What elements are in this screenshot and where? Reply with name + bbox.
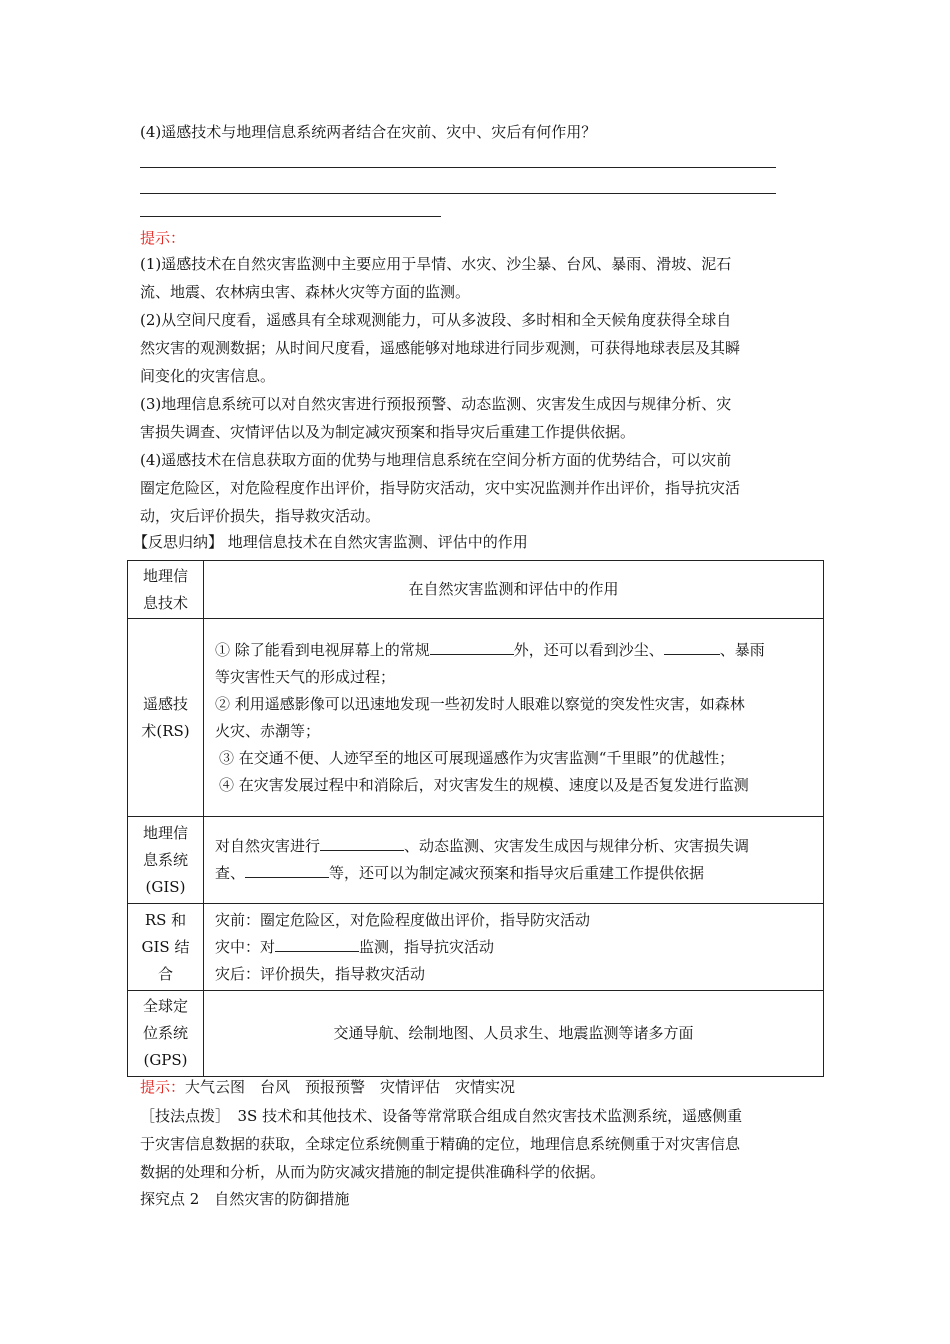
rs-tech-cell: [128, 619, 204, 817]
table-header-row: [128, 561, 824, 619]
answer-text: 大气云图 台风 预报预警 灾情评估 灾情实况: [185, 1078, 516, 1096]
table-row-gis: [128, 817, 824, 904]
gps-tech-text: (GPS): [143, 1051, 188, 1069]
gis-role-line: 查、 等，还可以为制定减灾预案和指导灾后重建工作提供依据: [215, 860, 823, 887]
rs-role-line: ② 利用遥感影像可以迅速地发现一些初发时人眼难以察觉的突发性灾害，如森林: [215, 694, 745, 713]
hint-line: 然灾害的观测数据；从时间尺度看，遥感能够对地球进行同步观测，可获得地球表层及其瞬: [140, 339, 741, 357]
answer-row: [140, 1077, 515, 1097]
gis-role-cell: [204, 817, 824, 904]
tips-line: ［技法点拨］ 3S 技术和其他技术、设备等常常联合组成自然灾害技术监测系统，遥感侧重: [140, 1107, 743, 1125]
rsgis-tech-text: 合: [157, 964, 173, 983]
gps-tech-cell: [128, 991, 204, 1077]
hint-line: 圈定危险区，对危险程度作出评价，指导防灾活动，灾中实况监测并作出评价，指导抗灾活: [140, 479, 741, 497]
rsgis-role-cell: [204, 904, 824, 991]
rsgis-tech-cell: [128, 904, 204, 991]
hint-line: 流、地震、农林病虫害、森林火灾等方面的监测。: [140, 283, 471, 301]
next-section-heading: 探究点 2 自然灾害的防御措施: [140, 1190, 350, 1208]
gis-role-line: 对自然灾害进行 、动态监测、灾害发生成因与规律分析、灾害损失调: [215, 833, 823, 860]
fill-blank: [430, 637, 514, 655]
hint-line: 害损失调查、灾情评估以及为制定减灾预案和指导灾后重建工作提供依据。: [140, 423, 636, 441]
gis-tech-cell: [128, 817, 204, 904]
rsgis-tech-text: RS 和: [144, 910, 187, 929]
tips-line: 数据的处理和分析，从而为防灾减灾措施的制定提供准确科学的依据。: [140, 1163, 606, 1181]
header-tech-text: 地理信: [142, 566, 188, 585]
tips-line: 于灾害信息数据的获取，全球定位系统侧重于精确的定位，地理信息系统侧重于对灾害信息: [140, 1135, 741, 1153]
answer-line: [140, 167, 776, 168]
question-4: (4)遥感技术与地理信息系统两者结合在灾前、灾中、灾后有何作用？: [140, 123, 597, 141]
hint-line: 动，灾后评价损失，指导救灾活动。: [140, 507, 381, 525]
header-tech-text: 息技术: [142, 593, 188, 612]
hint-line: (3)地理信息系统可以对自然灾害进行预报预警、动态监测、灾害发生成因与规律分析、灾: [140, 395, 732, 413]
gis-tech-text: 地理信: [142, 823, 188, 842]
rs-role-line: 火灾、赤潮等；: [215, 721, 321, 740]
rsgis-role-line: 灾前：圈定危险区，对危险程度做出评价，指导防灾活动: [215, 910, 591, 929]
fill-blank: [664, 637, 720, 655]
fill-blank: [245, 860, 329, 878]
gis-tech-text: (GIS): [145, 877, 186, 896]
fill-blank: [320, 833, 404, 851]
rsgis-tech-text: GIS 结: [141, 937, 190, 956]
hint-line: (2)从空间尺度看，遥感具有全球观测能力，可从多波段、多时相和全天候角度获得全球自: [140, 311, 732, 329]
gps-tech-text: 位系统: [142, 1024, 188, 1042]
gps-role-cell: 交通导航、绘制地图、人员求生、地震监测等诸多方面: [204, 991, 824, 1077]
rs-role-line: ① 除了能看到电视屏幕上的常规 外，还可以看到沙尘、 、暴雨: [215, 637, 823, 664]
rsgis-role-line: 灾中：对 监测，指导抗灾活动: [215, 934, 823, 961]
rsgis-role-line: 灾后：评价损失，指导救灾活动: [215, 964, 426, 983]
rs-tech-text: 术(RS): [141, 721, 190, 740]
hint-line: (1)遥感技术在自然灾害监测中主要应用于旱情、水灾、沙尘暴、台风、暴雨、滑坡、泥石: [140, 255, 732, 273]
rs-role-line: 等灾害性天气的形成过程；: [215, 667, 396, 686]
table-row-gps: [128, 991, 824, 1077]
gps-tech-text: 全球定: [142, 997, 188, 1015]
fill-blank: [275, 934, 359, 952]
reflection-title: 【反思归纳】 地理信息技术在自然灾害监测、评估中的作用: [133, 533, 528, 551]
answer-label: 提示：: [140, 1078, 186, 1096]
rs-role-line: ④ 在灾害发展过程中和消除后，对灾害发生的规模、速度以及是否复发进行监测: [219, 775, 749, 794]
table-row-rs-gis: [128, 904, 824, 991]
answer-line: [140, 193, 776, 194]
header-tech-cell: [128, 561, 204, 619]
hint-label: 提示：: [140, 229, 186, 247]
hint-line: (4)遥感技术在信息获取方面的优势与地理信息系统在空间分析方面的优势结合，可以灾前: [140, 451, 732, 469]
answer-line: [140, 216, 441, 217]
gis-tech-text: 息系统: [142, 850, 188, 869]
rs-role-cell: [204, 619, 824, 817]
table-row-rs: [128, 619, 824, 817]
summary-table: [127, 560, 824, 1077]
rs-role-line: ③ 在交通不便、人迹罕至的地区可展现遥感作为灾害监测“千里眼”的优越性；: [219, 748, 735, 767]
hint-line: 间变化的灾害信息。: [140, 367, 276, 385]
header-role-cell: 在自然灾害监测和评估中的作用: [204, 561, 824, 619]
rs-tech-text: 遥感技: [142, 694, 188, 713]
